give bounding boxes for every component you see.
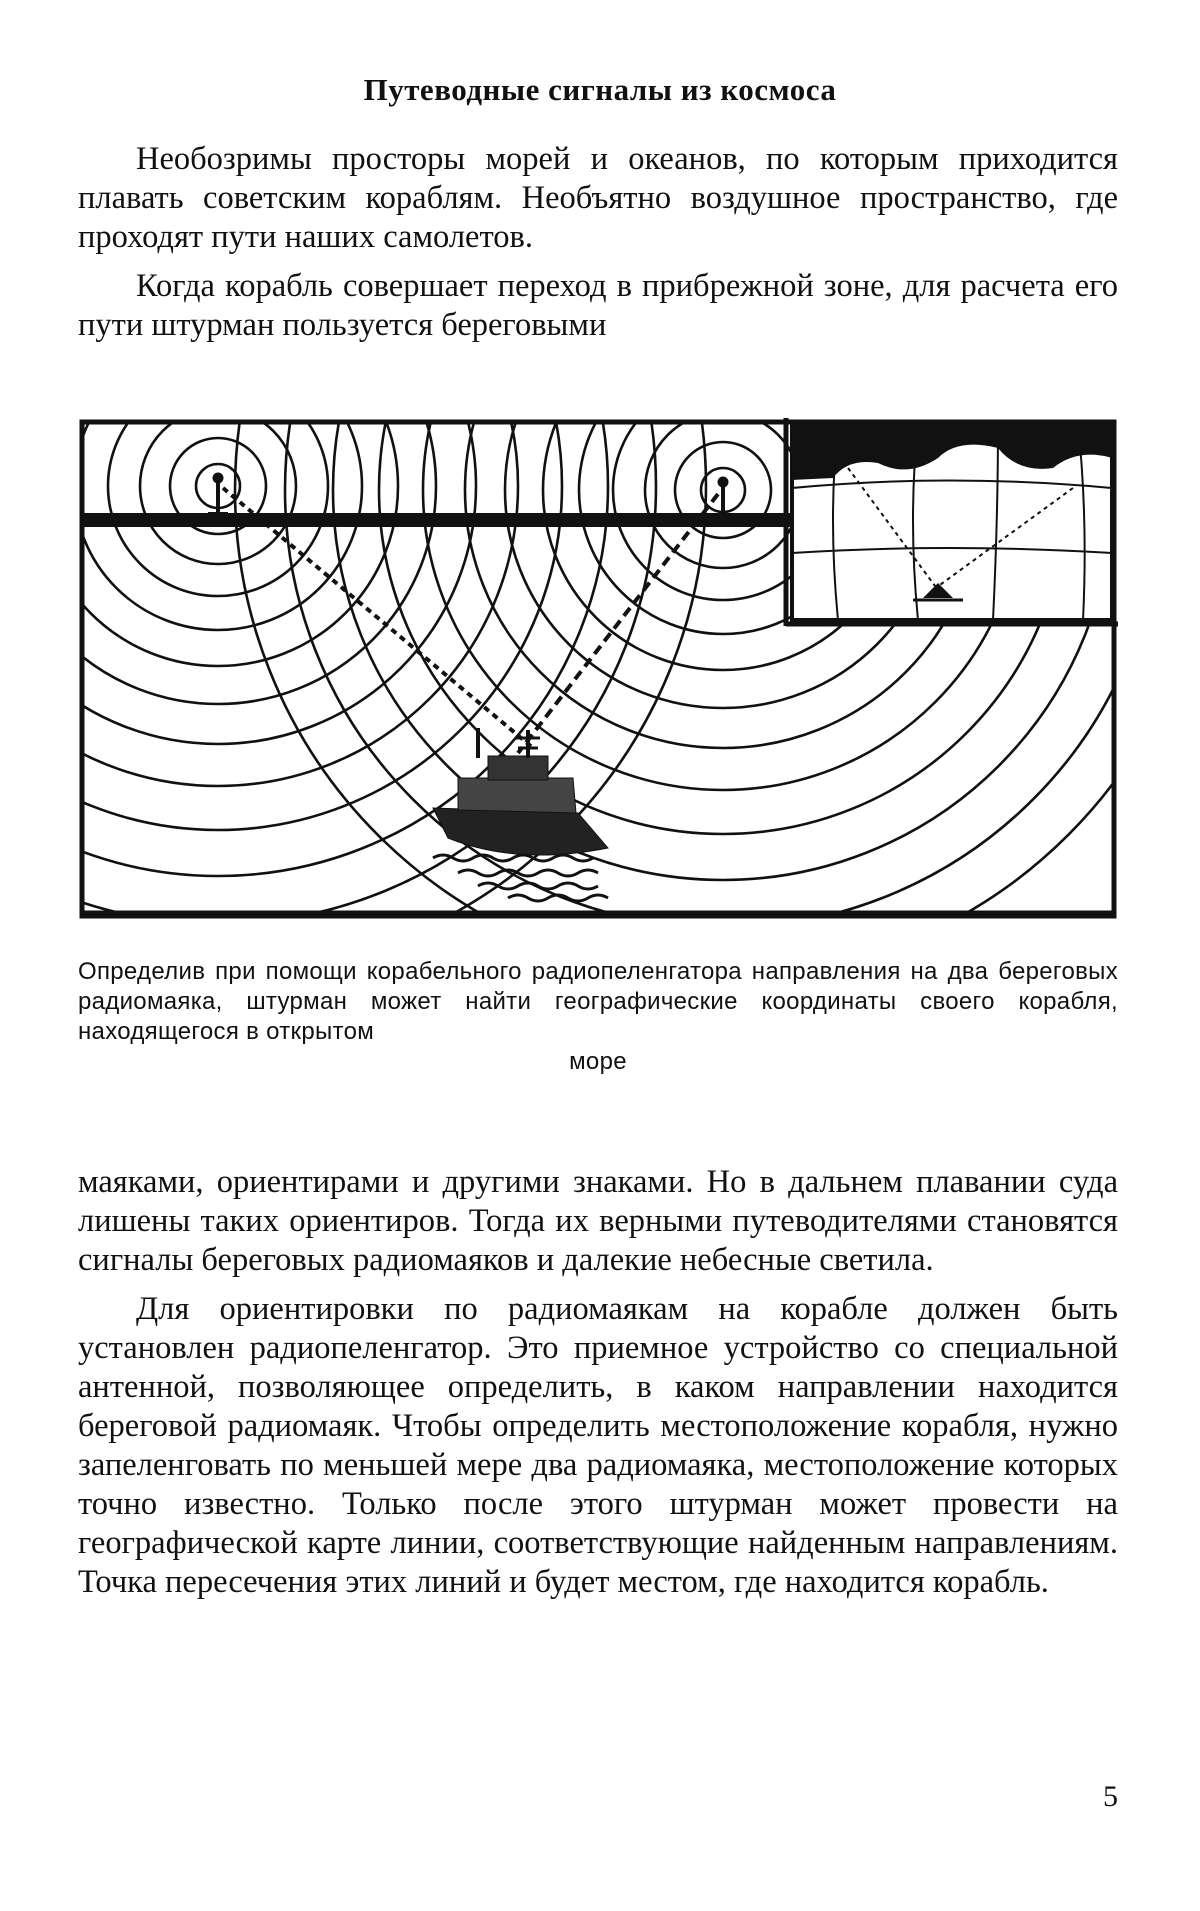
caption-text: Определив при помощи корабельного радиопеленгатора направления на два береговых радиомаяка, штурман может найти географические координаты своего корабля, находящегося в открытом xyxy=(78,958,1118,1045)
paragraph-2: Когда корабль совершает переход в прибрежной зоне, для расчета его пути штурман пользуется береговыми xyxy=(78,268,1118,343)
text-block-top xyxy=(78,140,1118,355)
shoreline xyxy=(83,513,793,527)
figure-caption xyxy=(78,957,1118,1077)
caption-last-line: море xyxy=(569,1048,627,1075)
paragraph-4: Для ориентировки по радиомаякам на корабле должен быть установлен радиопеленгатор. Это приемное устройство со специальной антенной, позволяющее определить, в каком направлении находится береговой радиомаяк. Чтобы определить местоположение корабля, нужно запеленговать по меньшей мере два радиомаяка, местоположение которых точно известно. Только после этого штурман может провести на географической карте линии, соответствующие найденным направлениям. Точка пересечения этих линий и будет местом, где находится корабль. xyxy=(78,1291,1118,1600)
paragraph-1: Необозримы просторы морей и океанов, по которым приходится плавать советским кораблям. Необъятно воздушное пространство, где проходят пути наших самолетов. xyxy=(78,141,1118,255)
radio-beacon-illustration xyxy=(78,418,1118,920)
paragraph-3: маяками, ориентирами и другими знаками. Но в дальнем плавании суда лишены таких ориентиров. Тогда их верными путеводителями становятся сигналы береговых радиомаяков и далекие небесные светила. xyxy=(78,1164,1118,1278)
map-inset-icon xyxy=(786,418,1118,626)
page-number: 5 xyxy=(1103,1780,1118,1813)
text-block-bottom xyxy=(78,1163,1118,1612)
page-title: Путеводные сигналы из космоса xyxy=(363,72,837,107)
